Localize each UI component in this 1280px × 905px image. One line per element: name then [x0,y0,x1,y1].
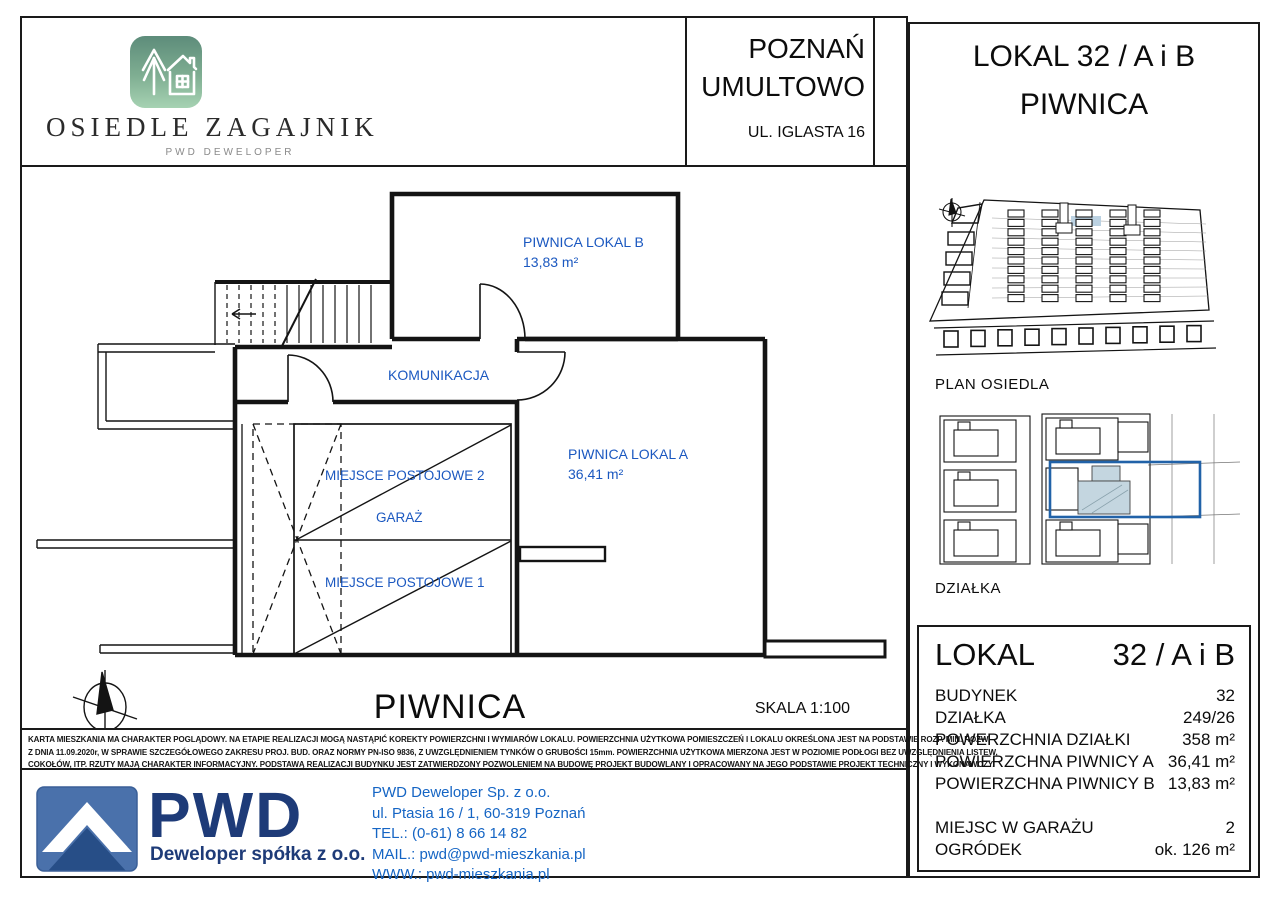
table-row [935,773,1235,795]
row-value: 32 [1216,686,1235,705]
corridor-label: KOMUNIKACJA [388,367,490,383]
row-label: POWIERZCHNA PIWNICY A [935,752,1154,771]
floor-plan [20,167,908,728]
plot-plan [932,410,1242,572]
table-title-row [935,637,1235,673]
plot-grid [1148,414,1240,564]
contact-email: MAIL.: pwd@pwd-mieszkania.pl [372,845,586,863]
brand-logo-icon [130,36,202,108]
unit-header [908,40,1260,122]
unit-title: LOKAL 32 / A i B [972,40,1196,73]
wall-stub [520,547,605,561]
row-label: POWIERZCHNA PIWNICY B [935,774,1155,793]
disclaimer [20,728,998,770]
exterior-step [765,641,885,657]
row-value: 249/26 [1183,708,1235,727]
table-row [935,751,1235,773]
pwd-logo-subtext: Deweloper spółka z o.o. [150,844,366,865]
location-street: UL. IGLASTA 16 [747,124,865,141]
terrace-walls [37,344,235,653]
row-label: MIEJSC W GARAŻU [935,818,1094,837]
room-b-area: 13,83 m² [523,254,579,270]
row-value: 36,41 m² [1167,752,1235,771]
brand-subtitle: PWD DEWELOPER [165,147,295,158]
north-compass [73,670,137,728]
table-spacer [935,795,1235,817]
pwd-logo-icon [36,786,138,872]
row-label: POWERZCHNIA DZIAŁKI [935,730,1131,749]
row-label: DZIAŁKA [935,708,1006,727]
table-row [935,729,1235,751]
contact-address: ul. Ptasia 16 / 1, 60-319 Poznań [372,804,586,822]
location-block [640,30,865,142]
staircase [215,279,392,346]
row-label: BUDYNEK [935,686,1018,705]
unit-data-table [917,625,1251,872]
parking1-label: MIEJSCE POSTOJOWE 1 [325,575,485,590]
outer-walls [235,339,765,655]
contact-company: PWD Deweloper Sp. z o.o. [372,784,551,801]
contact-block [372,783,672,886]
table-row [935,839,1235,861]
table-title: LOKAL [935,637,1035,672]
row-value: 13,83 m² [1167,774,1235,793]
contact-website: WWW.: pwd-mieszkania.pl [372,866,550,883]
table-title-value: 32 / A i B [1112,637,1235,672]
disclaimer-line3: COKOŁÓW, ITP. RZUTY MAJĄ CHARAKTER INFORMACYJNY. PODSTAWĄ REALIZACJI BUDYNKU JEST ZATWIERDZONY POZWOLENIEM NA BUDOWĘ PROJEKT BUDOWLANY I OPRACOWANY NA JEGO PODSTAWIE PROJEKT TECHNICZNY I WYKONAWCZY. [28,760,995,769]
disclaimer-line1: KARTA MIESZKANIA MA CHARAKTER POGLĄDOWY. NA ETAPIE REALIZACJI MOGĄ NASTĄPIĆ KOREKTY POWIERZCHNI I WYMIARÓW LOKALU. POWIERZCHNIA UŻYTKOWA POMIESZCZEŃ I LOKALU OKREŚLONA JEST NA PODSTAWIE ROZP. MIN. ROZW. [28,735,991,744]
garage-label: GARAŻ [376,510,423,525]
brand-name: OSIEDLE ZAGAJNIK [46,112,379,142]
site-bottom-row [934,321,1216,355]
garage-markings [242,424,511,654]
site-plan [922,190,1252,372]
room-a-label: PIWNICA LOKAL A [568,446,689,462]
plot-plan-label: DZIAŁKA [935,580,1002,597]
room-b-door [480,284,525,339]
site-plan-label: PLAN OSIEDLA [935,376,1050,393]
location-district: UMULTOWO [701,71,865,102]
location-city: POZNAŃ [748,33,865,64]
room-b-label: PIWNICA LOKAL B [523,234,644,250]
room-a-area: 36,41 m² [568,466,624,482]
table-row [935,685,1235,707]
contact-phone: TEL.: (0-61) 8 66 14 82 [372,825,528,842]
row-value: 358 m² [1182,730,1235,749]
unit-subtitle: PIWNICA [1019,88,1149,121]
tree-house-icon [130,36,202,108]
disclaimer-line2: Z DNIA 11.09.2020r, W SPRAWIE SZCZEGÓŁOWEGO ZAKRESU PROJ. BUD. ORAZ NORMY PN-ISO 9836, Z UWZGLĘDNIENIEM TYNKÓW O GRUBOŚCI 15mm. POWIERZCHNIA UŻYTKOWA MIERZONA JEST W POZIOMIE PODŁOGI BEZ UWZGLĘDNIENIA LISTEW, [28,747,998,757]
parking2-label: MIEJSCE POSTOJOWE 2 [325,468,485,483]
plan-scale: SKALA 1:100 [754,700,850,717]
table-row [935,817,1235,839]
row-label: OGRÓDEK [935,840,1022,859]
plan-title: PIWNICA [373,688,527,726]
pwd-logo-text: PWD [148,779,304,851]
header-cell-divider-right [873,16,875,165]
row-value: ok. 126 m² [1154,840,1235,859]
row-value: 2 [1225,818,1235,837]
table-row [935,707,1235,729]
